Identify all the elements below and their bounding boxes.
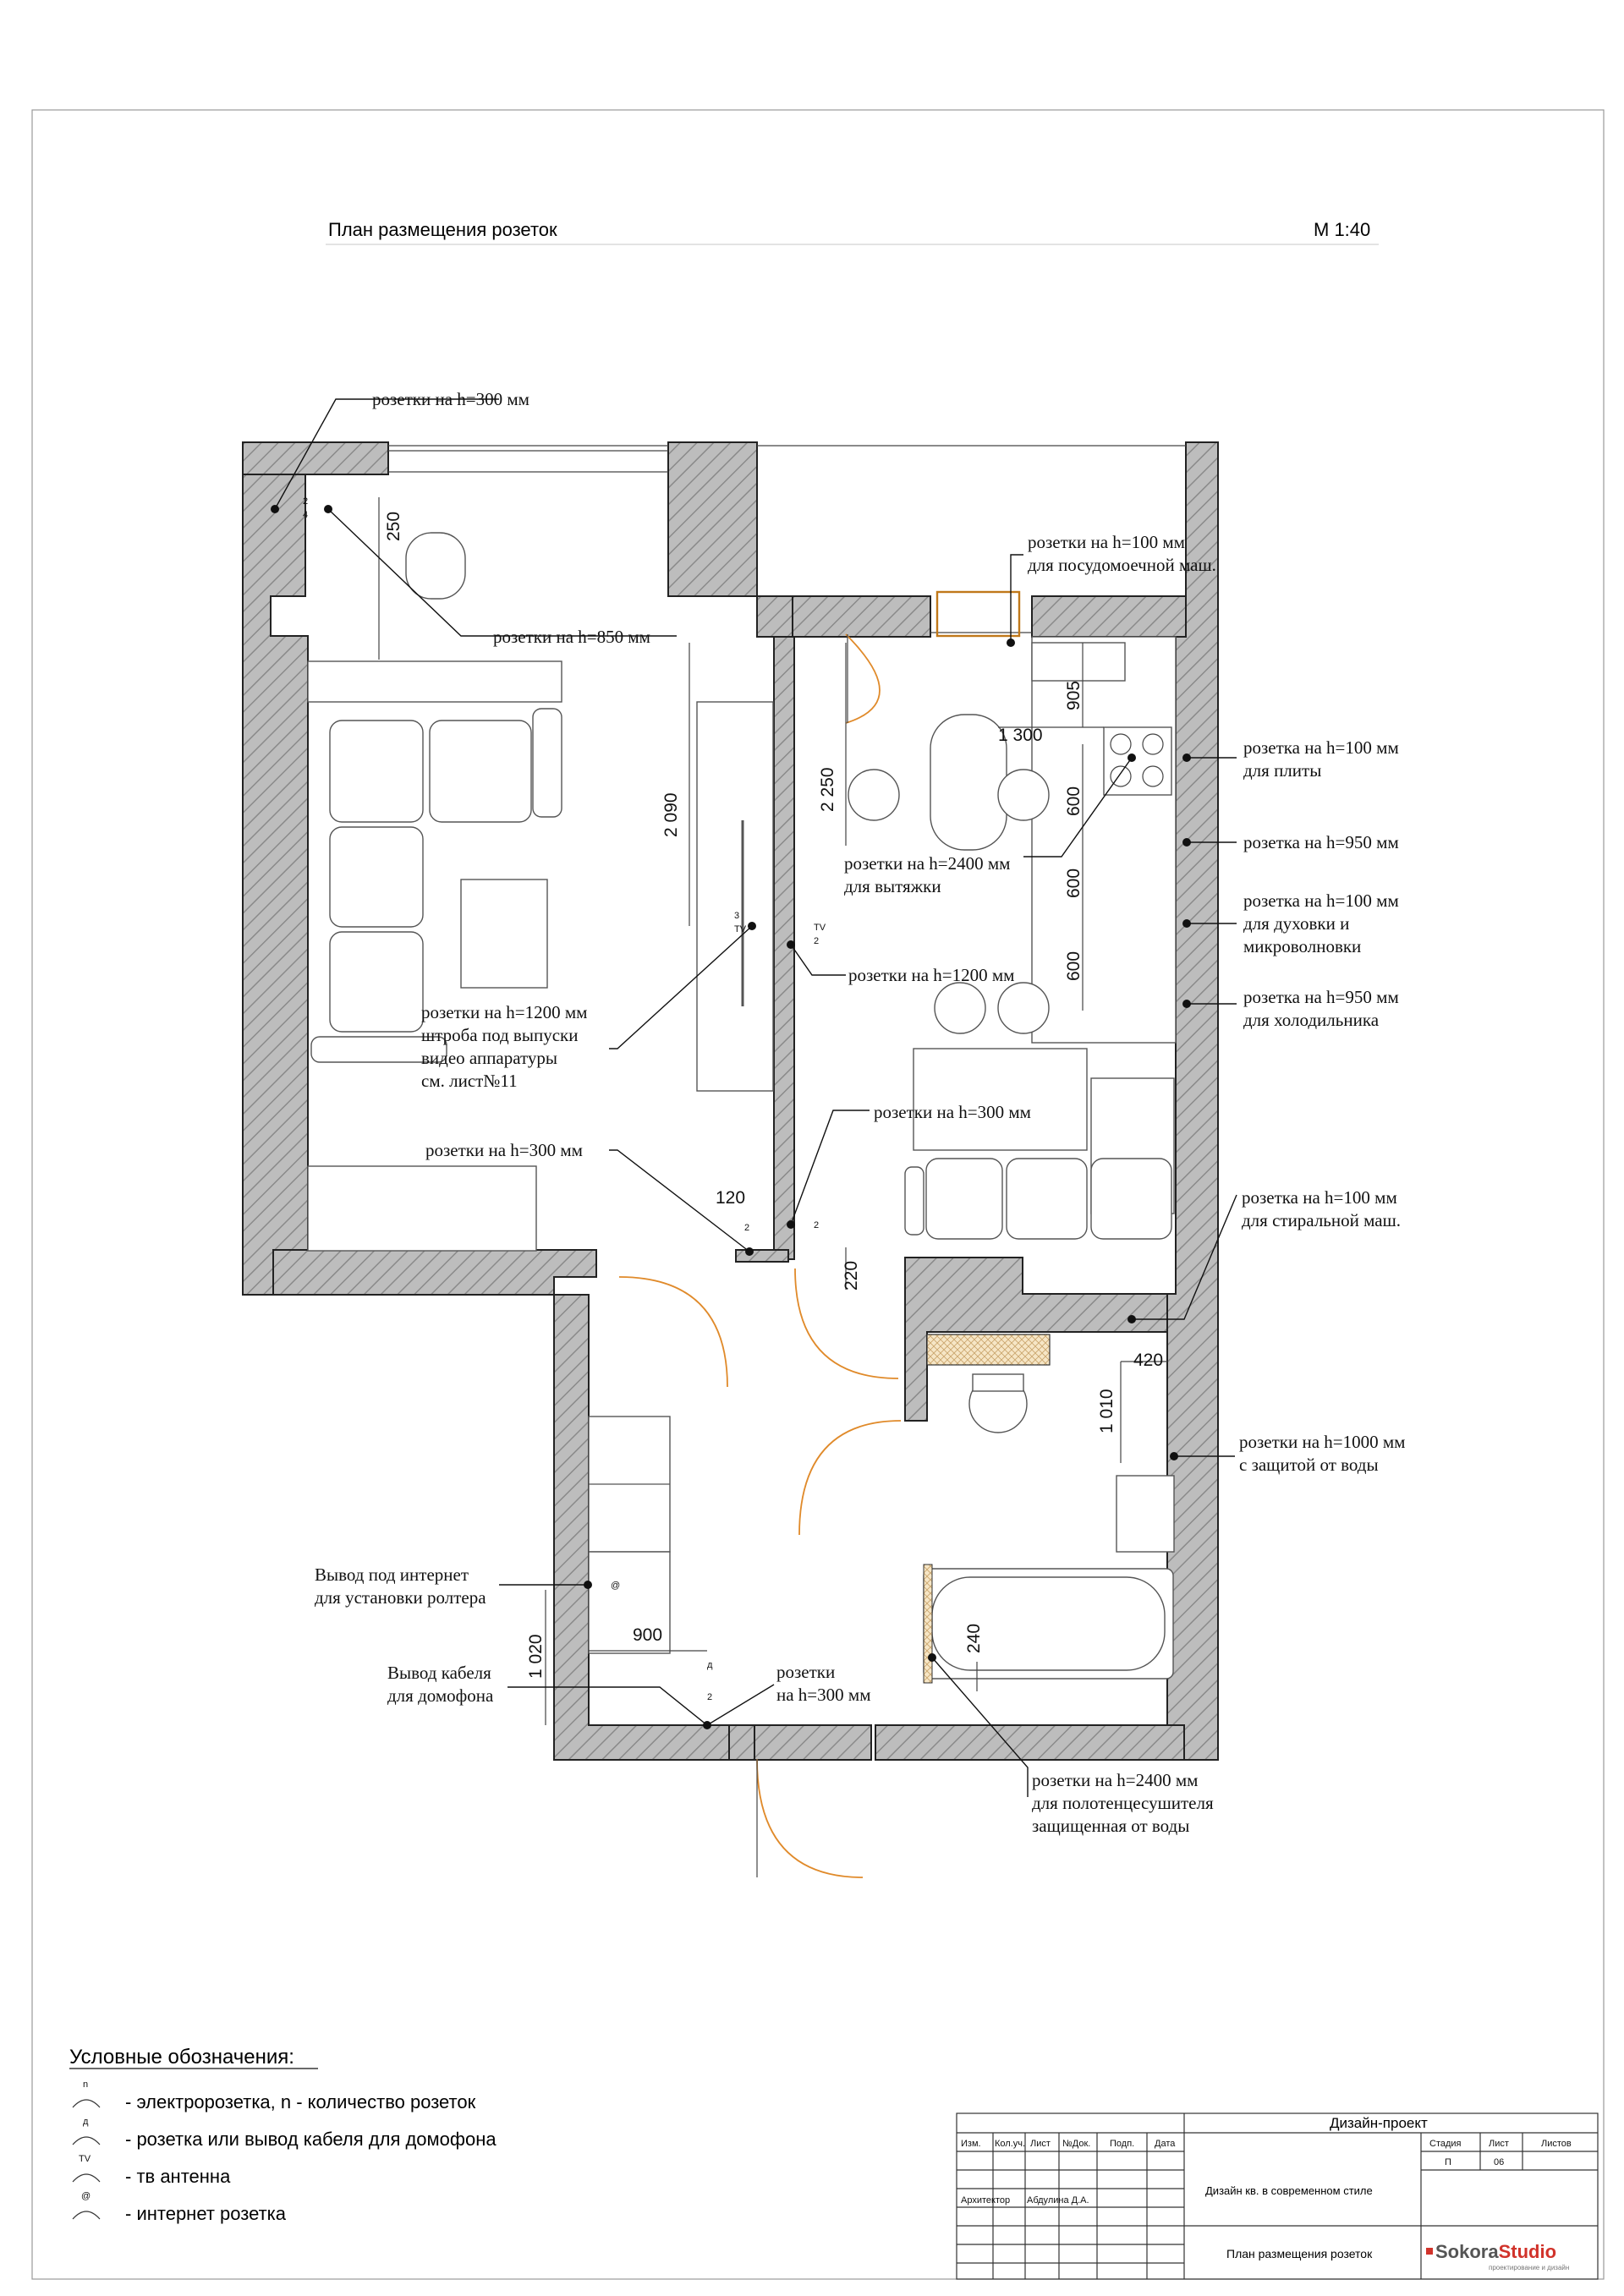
label-washer-line2: для стиральной маш. <box>1242 1210 1401 1230</box>
wall-entrance-left <box>729 1725 754 1760</box>
dim-600-c: 600 <box>1064 951 1084 981</box>
wall-kitchen-top <box>793 596 930 637</box>
label-intercom-line1: Вывод кабеля <box>387 1663 491 1683</box>
dim-600-a: 600 <box>1064 786 1084 816</box>
label-oven-line1: розетка на h=100 мм <box>1243 890 1399 911</box>
svg-text:Листов: Листов <box>1541 2139 1572 2149</box>
svg-text:д: д <box>707 1660 713 1670</box>
dim-905: 905 <box>1064 680 1084 710</box>
label-towel-line1: розетки на h=2400 мм <box>1032 1770 1199 1790</box>
internet-symbol-icon <box>73 2211 100 2219</box>
dishwasher-niche <box>937 592 1019 636</box>
svg-text:Подп.: Подп. <box>1110 2139 1135 2149</box>
sofa-back <box>308 661 562 702</box>
dim-250: 250 <box>384 511 403 541</box>
svg-text:№Док.: №Док. <box>1062 2139 1091 2149</box>
dim-220: 220 <box>842 1260 861 1290</box>
wall-pier-mid <box>757 596 793 637</box>
washbasin <box>1116 1476 1174 1552</box>
furniture <box>308 533 1176 1683</box>
dim-1020: 1 020 <box>526 1634 546 1679</box>
svg-text:д: д <box>83 2117 89 2127</box>
sink <box>1032 643 1125 681</box>
door-entrance <box>757 1759 863 1877</box>
dim-600-b: 600 <box>1064 868 1084 898</box>
sheet-value: 06 <box>1494 2157 1505 2167</box>
label-entry-socket-line1: розетки <box>776 1662 836 1682</box>
wall-living-top-right <box>668 442 757 596</box>
svg-text:2: 2 <box>707 1692 713 1702</box>
sofa-seat-3 <box>330 827 423 927</box>
wall-door-stub <box>736 1250 788 1262</box>
svg-text:Дата: Дата <box>1155 2139 1176 2149</box>
wall-living-bottom <box>273 1250 871 1760</box>
dining-peninsula <box>930 715 1007 850</box>
legend-title: Условные обозначения: <box>69 2046 294 2069</box>
dim-2090: 2 090 <box>661 792 681 837</box>
legend-item-internet: - интернет розетка <box>125 2203 287 2224</box>
label-av-line1: розетки на h=1200 мм <box>421 1002 588 1022</box>
door-living <box>619 1277 727 1387</box>
dim-1300: 1 300 <box>998 726 1043 745</box>
label-socket-850: розетки на h=850 мм <box>493 627 650 647</box>
architect-role: Архитектор <box>961 2195 1011 2206</box>
svg-text:TV: TV <box>734 924 747 934</box>
dim-2250: 2 250 <box>818 767 837 812</box>
label-towel-line2: для полотенцесушителя <box>1032 1793 1214 1813</box>
stage-value: П <box>1445 2157 1451 2167</box>
legend <box>69 2046 497 2224</box>
label-fridge-line1: розетка на h=950 мм <box>1243 987 1399 1007</box>
label-hood-line2: для вытяжки <box>844 876 941 896</box>
dim-240: 240 <box>964 1623 984 1653</box>
svg-text:4: 4 <box>303 510 309 520</box>
svg-text:Изм.: Изм. <box>961 2139 981 2149</box>
label-av-line3: видео аппаратуры <box>421 1048 558 1068</box>
svg-text:@: @ <box>611 1581 621 1591</box>
sofa-seat-1 <box>330 721 423 822</box>
kitchen-counter <box>1032 637 1176 1043</box>
kitchen-table <box>914 1049 1087 1150</box>
svg-text:Лист: Лист <box>1489 2139 1509 2149</box>
label-stove-line2: для плиты <box>1243 760 1322 781</box>
kitchen-sofa-seat-1 <box>926 1159 1002 1239</box>
label-stove-line1: розетка на h=100 мм <box>1243 737 1399 758</box>
svg-text:Лист: Лист <box>1030 2139 1051 2149</box>
dim-900: 900 <box>633 1625 663 1645</box>
wall-living-top-left <box>243 442 388 474</box>
door-wc <box>799 1421 901 1535</box>
label-waterproof-line1: розетки на h=1000 мм <box>1239 1432 1406 1452</box>
tile-strip-left <box>924 1564 932 1683</box>
brand-subtitle: проектирование и дизайн <box>1489 2264 1570 2271</box>
svg-text:2: 2 <box>744 1223 750 1233</box>
label-socket-1200: розетки на h=1200 мм <box>848 965 1015 985</box>
label-socket-950: розетка на h=950 мм <box>1243 832 1399 852</box>
tv-cabinet <box>697 702 773 1091</box>
dim-1010: 1 010 <box>1097 1389 1116 1433</box>
wall-kitchen-top-right <box>1032 596 1193 637</box>
svg-text:Кол.уч.: Кол.уч. <box>995 2139 1026 2149</box>
coffee-table <box>461 879 547 988</box>
wall-bottom-right <box>875 1725 1184 1760</box>
plan-scale: М 1:40 <box>1314 219 1371 240</box>
kitchen-sofa-seat-3 <box>1091 1159 1171 1239</box>
svg-text:@: @ <box>81 2191 91 2201</box>
kitchen-sofa-seat-2 <box>1007 1159 1087 1239</box>
tile-strip-top <box>927 1334 1050 1365</box>
label-socket-300-kitchen: розетки на h=300 мм <box>874 1102 1031 1122</box>
brand-logo: SokoraStudio <box>1435 2241 1557 2262</box>
wall-living-left <box>243 442 308 1295</box>
label-fridge-line2: для холодильника <box>1243 1010 1380 1030</box>
title-block <box>957 2113 1598 2279</box>
label-washer-line1: розетка на h=100 мм <box>1242 1187 1397 1208</box>
architect-name: Абдулина Д.А. <box>1027 2195 1089 2206</box>
door-kitchen <box>846 634 880 723</box>
label-oven-line2: для духовки и <box>1243 913 1350 934</box>
svg-text:TV: TV <box>79 2154 91 2164</box>
sofa-arm <box>533 709 562 817</box>
legend-item-socket: - электророзетка, n - количество розеток <box>125 2091 476 2112</box>
label-socket-300-living: розетки на h=300 мм <box>372 389 529 409</box>
dim-420: 420 <box>1133 1351 1164 1370</box>
svg-text:3: 3 <box>734 911 740 921</box>
label-socket-300-hall: розетки на h=300 мм <box>425 1140 583 1160</box>
svg-text:2: 2 <box>303 496 309 507</box>
svg-text:n: n <box>83 2080 89 2090</box>
label-hood-line1: розетки на h=2400 мм <box>844 853 1011 874</box>
sofa-seat-2 <box>430 721 531 822</box>
socket-symbol-icon <box>73 2100 100 2107</box>
svg-text:Стадия: Стадия <box>1429 2139 1462 2149</box>
label-dishwasher-line2: для посудомоечной маш. <box>1028 555 1216 575</box>
bar-stool-1 <box>935 983 985 1033</box>
tv-symbol-icon <box>73 2174 100 2182</box>
legend-item-tv: - тв антенна <box>125 2166 231 2187</box>
intercom-symbol-icon <box>73 2137 100 2145</box>
kitchen-chair-2 <box>998 770 1049 820</box>
label-intercom-line2: для домофона <box>387 1685 494 1706</box>
plan-title: План размещения розеток <box>328 219 557 240</box>
label-av-line4: см. лист№11 <box>421 1071 518 1091</box>
toilet-tank <box>973 1374 1023 1391</box>
kitchen-chair-1 <box>848 770 899 820</box>
svg-text:2: 2 <box>814 936 820 946</box>
label-internet-line1: Вывод под интернет <box>315 1564 469 1585</box>
svg-text:TV: TV <box>814 923 826 933</box>
project-desc: Дизайн кв. в современном стиле <box>1205 2184 1373 2197</box>
chair-round <box>406 533 465 599</box>
label-oven-line3: микроволновки <box>1243 936 1362 956</box>
label-av-line2: штроба под выпуски <box>421 1025 579 1045</box>
living-floor-strip <box>308 1166 536 1251</box>
hob <box>1104 727 1171 795</box>
dim-120: 120 <box>716 1188 746 1208</box>
bar-stool-2 <box>998 983 1049 1033</box>
label-waterproof-line2: с защитой от воды <box>1239 1455 1379 1475</box>
project-title: Дизайн-проект <box>1330 2115 1428 2131</box>
sofa-seat-4 <box>330 932 423 1032</box>
kitchen-sofa-arm <box>905 1167 924 1235</box>
legend-item-intercom: - розетка или вывод кабеля для домофона <box>125 2129 497 2150</box>
window-living <box>388 446 668 472</box>
brand-mark-icon <box>1426 2248 1433 2255</box>
label-entry-socket-line2: на h=300 мм <box>776 1685 871 1705</box>
svg-text:2: 2 <box>814 1220 820 1230</box>
label-dishwasher-line1: розетки на h=100 мм <box>1028 532 1185 552</box>
label-towel-line3: защищенная от воды <box>1032 1816 1190 1836</box>
label-internet-line2: для установки ролтера <box>315 1587 486 1608</box>
drawing-name: План размещения розеток <box>1226 2247 1373 2260</box>
